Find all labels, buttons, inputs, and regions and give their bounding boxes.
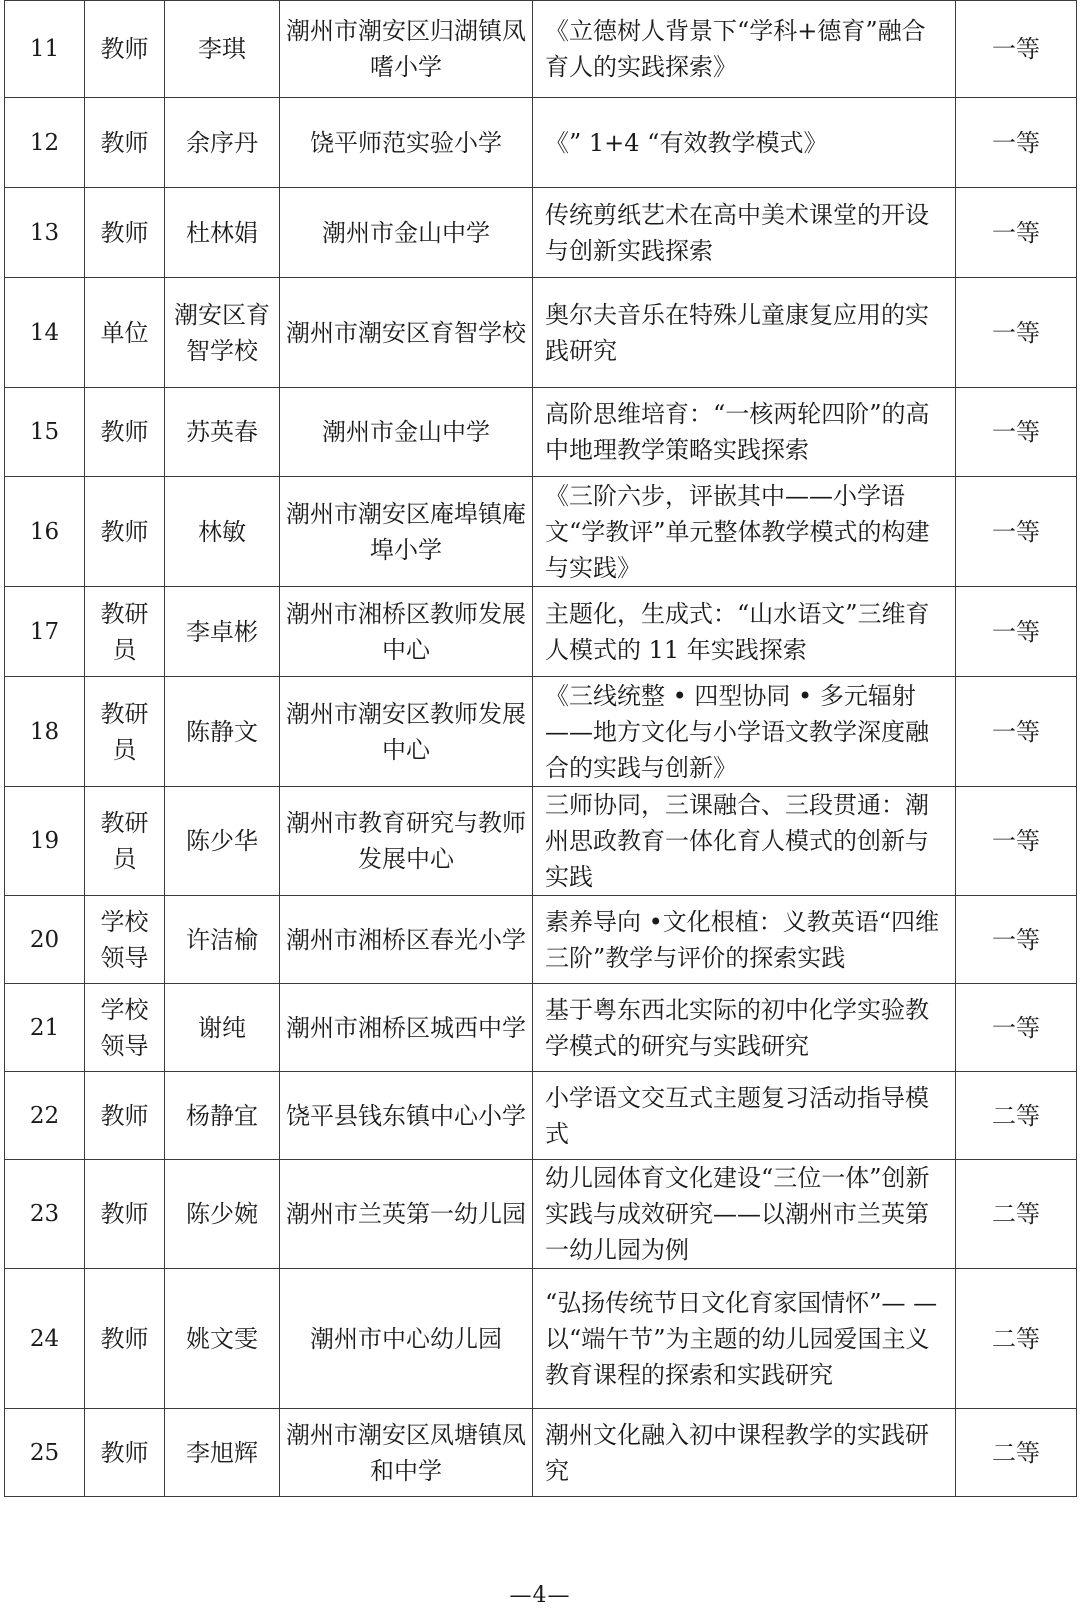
unit-text: 潮州市潮安区教师发展中心: [286, 699, 526, 764]
title-cell: [533, 278, 956, 388]
title-text: 《三线统整 • 四型协同 • 多元辐射——地方文化与小学语文教学深度融合的实践与创新》: [545, 681, 929, 782]
awards-table-body: [5, 1, 1077, 1497]
title-cell: [533, 388, 956, 477]
name-text: 李琪: [198, 35, 246, 63]
category-cell: [85, 984, 165, 1072]
name-text: 姚文雯: [186, 1324, 258, 1353]
category-text: 教师: [100, 128, 149, 157]
name-cell: [165, 587, 280, 677]
category-text: 教师: [100, 218, 149, 247]
title-cell: [533, 1072, 956, 1160]
table-row: [5, 984, 1077, 1072]
category-text: 教师: [100, 1200, 149, 1228]
award-cell: 一等: [956, 787, 1077, 896]
category-cell: [85, 587, 165, 677]
category-text: 教研员: [100, 599, 149, 664]
name-cell: [165, 188, 280, 278]
name-cell: [165, 896, 280, 984]
unit-text: 潮州市潮安区归湖镇凤嗜小学: [286, 17, 526, 81]
title-cell: [533, 896, 956, 984]
row-number: 16: [5, 477, 85, 587]
name-cell: [165, 1409, 280, 1497]
name-cell: [165, 1072, 280, 1160]
name-cell: [165, 1269, 280, 1409]
table-row: [5, 278, 1077, 388]
unit-cell: [280, 787, 533, 896]
unit-text: 潮州市潮安区育智学校: [286, 318, 526, 347]
category-cell: [85, 98, 165, 188]
category-text: 教研员: [100, 699, 149, 764]
unit-cell: [280, 1409, 533, 1497]
row-number: 20: [5, 896, 85, 984]
name-text: 余序丹: [186, 128, 258, 157]
page-number: —4—: [509, 1583, 571, 1608]
category-cell: [85, 278, 165, 388]
category-text: 学校领导: [100, 995, 149, 1060]
table-row: [5, 1160, 1077, 1269]
category-text: 教师: [100, 1101, 149, 1130]
award-cell: 一等: [956, 388, 1077, 477]
unit-cell: [280, 587, 533, 677]
title-cell: [533, 477, 956, 587]
table-row: [5, 477, 1077, 587]
unit-cell: [280, 1269, 533, 1409]
category-cell: [85, 1, 165, 98]
award-cell: 一等: [956, 278, 1077, 388]
name-cell: [165, 477, 280, 587]
name-text: 陈静文: [186, 717, 258, 746]
name-cell: [165, 278, 280, 388]
category-cell: [85, 388, 165, 477]
category-cell: [85, 896, 165, 984]
unit-cell: [280, 1160, 533, 1269]
row-number: 22: [5, 1072, 85, 1160]
title-text: 基于粤东西北实际的初中化学实验教学模式的研究与实践研究: [545, 995, 929, 1060]
title-cell: [533, 1269, 956, 1409]
unit-cell: [280, 984, 533, 1072]
category-cell: [85, 787, 165, 896]
category-cell: [85, 1072, 165, 1160]
row-number: 23: [5, 1160, 85, 1269]
table-row: [5, 1, 1077, 98]
name-cell: [165, 388, 280, 477]
title-cell: [533, 98, 956, 188]
title-text: 小学语文交互式主题复习活动指导模式: [545, 1083, 929, 1148]
table-row: [5, 896, 1077, 984]
table-row: [5, 677, 1077, 787]
title-cell: [533, 787, 956, 896]
table-row: [5, 188, 1077, 278]
table-row: [5, 388, 1077, 477]
title-cell: [533, 587, 956, 677]
row-number: 21: [5, 984, 85, 1072]
row-number: 13: [5, 188, 85, 278]
category-text: 教师: [100, 1324, 149, 1353]
name-text: 谢纯: [198, 1013, 246, 1042]
title-text: 潮州文化融入初中课程教学的实践研究: [545, 1420, 929, 1485]
table-row: [5, 787, 1077, 896]
title-text: 主题化，生成式：“山水语文”三维育人模式的 11 年实践探索: [545, 599, 930, 664]
award-cell: 一等: [956, 1, 1077, 98]
category-text: 单位: [100, 318, 149, 347]
name-cell: [165, 984, 280, 1072]
award-cell: 二等: [956, 1269, 1077, 1409]
award-cell: 一等: [956, 477, 1077, 587]
unit-text: 潮州市教育研究与教师发展中心: [286, 809, 526, 873]
title-text: 《三阶六步，评嵌其中——小学语文“学教评”单元整体教学模式的构建与实践》: [545, 481, 930, 582]
award-cell: 一等: [956, 984, 1077, 1072]
name-text: 杜林娟: [186, 218, 258, 247]
awards-table: [4, 0, 1077, 1497]
table-row: [5, 1072, 1077, 1160]
category-cell: [85, 477, 165, 587]
award-cell: 二等: [956, 1160, 1077, 1269]
unit-text: 潮州市兰英第一幼儿园: [286, 1200, 526, 1228]
row-number: 12: [5, 98, 85, 188]
award-cell: 一等: [956, 587, 1077, 677]
title-cell: [533, 677, 956, 787]
award-cell: 一等: [956, 98, 1077, 188]
category-text: 教师: [100, 517, 149, 546]
title-text: 《立德树人背景下“学科+德育”融合育人的实践探索》: [545, 17, 926, 81]
name-text: 苏英春: [186, 418, 258, 446]
title-cell: [533, 1160, 956, 1269]
row-number: 17: [5, 587, 85, 677]
name-cell: [165, 98, 280, 188]
category-text: 教师: [100, 1438, 149, 1467]
category-text: 教师: [100, 35, 149, 63]
unit-text: 饶平县钱东镇中心小学: [286, 1101, 526, 1130]
unit-cell: [280, 98, 533, 188]
title-cell: [533, 1, 956, 98]
award-cell: 一等: [956, 896, 1077, 984]
title-text: 《” 1+4 “有效教学模式》: [545, 128, 828, 157]
unit-text: 饶平师范实验小学: [310, 128, 502, 157]
unit-cell: [280, 188, 533, 278]
unit-text: 潮州市湘桥区教师发展中心: [286, 599, 526, 664]
award-cell: 二等: [956, 1072, 1077, 1160]
title-text: 奥尔夫音乐在特殊儿童康复应用的实践研究: [545, 300, 929, 365]
row-number: 14: [5, 278, 85, 388]
title-cell: [533, 188, 956, 278]
unit-cell: [280, 896, 533, 984]
name-text: 李旭辉: [186, 1438, 258, 1467]
unit-text: 潮州市金山中学: [322, 418, 490, 446]
name-cell: [165, 787, 280, 896]
unit-text: 潮州市中心幼儿园: [310, 1324, 502, 1353]
table-row: [5, 98, 1077, 188]
unit-text: 潮州市金山中学: [322, 218, 490, 247]
row-number: 18: [5, 677, 85, 787]
category-cell: [85, 1269, 165, 1409]
table-row: [5, 1409, 1077, 1497]
category-cell: [85, 677, 165, 787]
row-number: 19: [5, 787, 85, 896]
title-text: “弘扬传统节日文化育家国情怀”— — 以“端午节”为主题的幼儿园爱国主义教育课程的探索和实践研究: [545, 1288, 938, 1389]
name-text: 许洁榆: [186, 925, 258, 954]
award-cell: 一等: [956, 188, 1077, 278]
category-text: 学校领导: [100, 907, 149, 972]
unit-cell: [280, 477, 533, 587]
category-text: 教师: [100, 418, 149, 446]
unit-text: 潮州市潮安区凤塘镇凤和中学: [286, 1420, 526, 1485]
title-text: 三师协同，三课融合、三段贯通：潮州思政教育一体化育人模式的创新与实践: [545, 791, 929, 891]
name-cell: [165, 677, 280, 787]
category-text: 教研员: [100, 809, 149, 873]
name-text: 杨静宜: [186, 1101, 258, 1130]
title-cell: [533, 1409, 956, 1497]
award-cell: 一等: [956, 677, 1077, 787]
name-text: 陈少华: [186, 827, 258, 855]
row-number: 15: [5, 388, 85, 477]
name-text: 李卓彬: [186, 617, 258, 646]
title-text: 传统剪纸艺术在高中美术课堂的开设与创新实践探索: [545, 200, 929, 265]
title-cell: [533, 984, 956, 1072]
unit-cell: [280, 1, 533, 98]
name-text: 潮安区育智学校: [174, 300, 270, 365]
unit-cell: [280, 278, 533, 388]
table-row: [5, 1269, 1077, 1409]
category-cell: [85, 1160, 165, 1269]
category-cell: [85, 1409, 165, 1497]
row-number: 25: [5, 1409, 85, 1497]
title-text: 幼儿园体育文化建设“三位一体”创新实践与成效研究——以潮州市兰英第一幼儿园为例: [545, 1164, 930, 1264]
title-text: 高阶思维培育：“一核两轮四阶”的高中地理教学策略实践探索: [545, 400, 930, 464]
award-cell: 二等: [956, 1409, 1077, 1497]
unit-cell: [280, 1072, 533, 1160]
title-text: 素养导向 •文化根植：义教英语“四维三阶”教学与评价的探索实践: [545, 907, 940, 972]
name-cell: [165, 1160, 280, 1269]
unit-text: 潮州市湘桥区春光小学: [286, 925, 526, 954]
unit-text: 潮州市湘桥区城西中学: [286, 1013, 526, 1042]
category-cell: [85, 188, 165, 278]
unit-text: 潮州市潮安区庵埠镇庵埠小学: [286, 499, 526, 564]
name-cell: [165, 1, 280, 98]
unit-cell: [280, 677, 533, 787]
row-number: 11: [5, 1, 85, 98]
unit-cell: [280, 388, 533, 477]
table-row: [5, 587, 1077, 677]
row-number: 24: [5, 1269, 85, 1409]
name-text: 陈少婉: [186, 1200, 258, 1228]
name-text: 林敏: [198, 517, 246, 546]
